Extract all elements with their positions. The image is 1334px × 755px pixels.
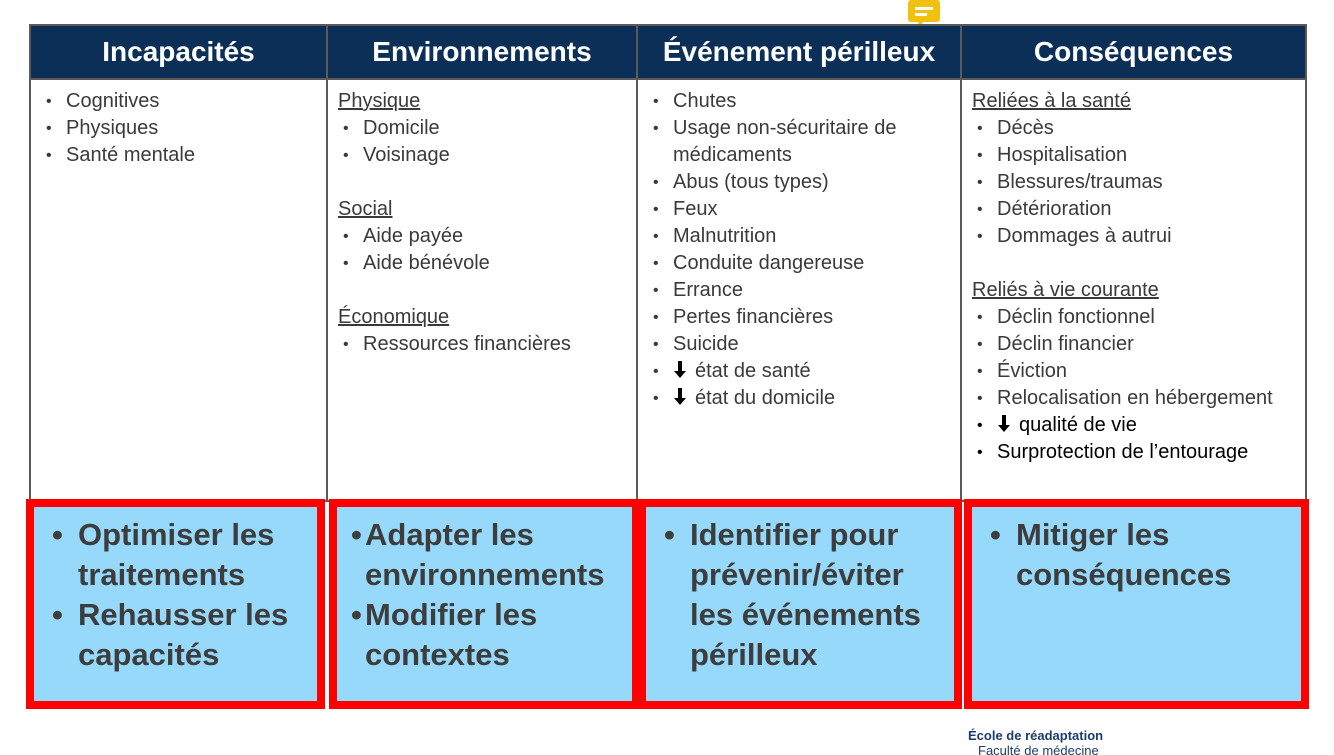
list-item-text: état de santé [695, 360, 811, 382]
subhead-vie-courante: Reliés à vie courante [972, 279, 1159, 301]
list-item: • Éviction [972, 358, 1295, 385]
list-item: • Abus (tous types) [648, 169, 950, 196]
list-item: • Détérioration [972, 196, 1295, 223]
arrow-down-icon [997, 415, 1011, 433]
list-item: • Suicide [648, 331, 950, 358]
faculty-name: Faculté de médecine [978, 743, 1099, 755]
list-item: • Déclin financier [972, 331, 1295, 358]
header-environnements: Environnements [328, 26, 638, 78]
spacer [338, 277, 626, 304]
subhead-sante: Reliées à la santé [972, 90, 1131, 112]
list-item: • Domicile [338, 115, 626, 142]
header-evenement-perilleux: Événement périlleux [638, 26, 962, 78]
subhead-social: Social [338, 198, 393, 220]
header-incapacites: Incapacités [31, 26, 328, 78]
list-item: • Cognitives [41, 88, 316, 115]
list-item: • Errance [648, 277, 950, 304]
arrow-down-icon [673, 361, 687, 379]
list-item: • Ressources financières [338, 331, 626, 358]
cell-evenement-perilleux [638, 78, 962, 500]
action-box-incapacites [26, 499, 325, 709]
header-consequences: Conséquences [962, 26, 1305, 78]
cell-consequences [962, 78, 1305, 500]
list-item [648, 385, 950, 412]
list-item: • Physiques [41, 115, 316, 142]
action-box-environnements [329, 499, 640, 709]
list-item-text: qualité de vie [1019, 414, 1137, 436]
action-item: • Rehausser les capacités [44, 595, 311, 675]
action-list [982, 515, 1295, 595]
action-item: • Modifier les contextes [347, 595, 626, 675]
list-item: • Dommages à autrui [972, 223, 1295, 250]
spacer [338, 169, 626, 196]
list-item: • Feux [648, 196, 950, 223]
list-item: • Malnutrition [648, 223, 950, 250]
spacer [972, 250, 1295, 277]
list-item: • Santé mentale [41, 142, 316, 169]
list-item: • Chutes [648, 88, 950, 115]
action-list [656, 515, 948, 675]
action-list [347, 515, 626, 675]
subhead-physique: Physique [338, 90, 421, 112]
list-item [648, 358, 950, 385]
action-boxes [26, 499, 1309, 709]
action-item: • Identifier pour prévenir/éviter les événements périlleux [656, 515, 948, 675]
list-social [338, 223, 626, 277]
list-item: • Surprotection de l’entourage [972, 439, 1295, 466]
list-vie-courante [972, 304, 1295, 466]
cell-incapacites [31, 78, 328, 500]
subhead-economique: Économique [338, 306, 450, 328]
list-item: • Aide payée [338, 223, 626, 250]
list-evenements [648, 88, 950, 412]
action-item: • Optimiser les traitements [44, 515, 311, 595]
list-sante [972, 115, 1295, 250]
school-name: École de réadaptation [968, 728, 1104, 743]
footer-logo [968, 728, 1138, 755]
list-item: • Décès [972, 115, 1295, 142]
list-item: • Voisinage [338, 142, 626, 169]
action-box-consequences [964, 499, 1309, 709]
list-item: • Déclin fonctionnel [972, 304, 1295, 331]
list-item-text: état du domicile [695, 387, 836, 409]
list-item: • Blessures/traumas [972, 169, 1295, 196]
list-incapacites [41, 88, 316, 169]
list-item: • Relocalisation en hébergement [972, 385, 1295, 412]
list-physique [338, 115, 626, 169]
action-item: • Mitiger les conséquences [982, 515, 1295, 595]
action-item: • Adapter les environnements [347, 515, 626, 595]
cell-environnements [328, 78, 638, 500]
arrow-down-icon [673, 388, 687, 406]
list-item [972, 412, 1295, 439]
list-item: • Pertes financières [648, 304, 950, 331]
risk-table [29, 24, 1307, 502]
list-item: • Usage non-sécuritaire de médicaments [648, 115, 950, 169]
list-item: • Conduite dangereuse [648, 250, 950, 277]
action-box-evenement [638, 499, 962, 709]
action-list [44, 515, 311, 675]
list-item: • Aide bénévole [338, 250, 626, 277]
list-economique [338, 331, 626, 358]
list-item: • Hospitalisation [972, 142, 1295, 169]
